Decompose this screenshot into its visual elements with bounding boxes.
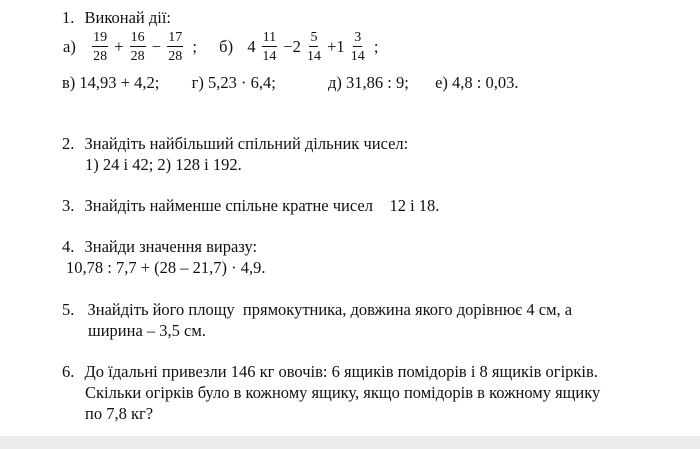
operator: + bbox=[114, 37, 124, 56]
task-1-text: Виконай дії: bbox=[84, 8, 172, 27]
fraction-5-14 bbox=[307, 30, 321, 64]
task-2-line-2: 1) 24 і 42; 2) 128 і 192. bbox=[85, 155, 242, 174]
task-2-number: 2. bbox=[62, 134, 75, 153]
fraction-denominator: 14 bbox=[306, 49, 321, 64]
operator: −2 bbox=[283, 37, 301, 56]
fraction-numerator: 3 bbox=[354, 30, 362, 45]
task-5-heading bbox=[62, 300, 572, 320]
operator: +1 bbox=[327, 37, 345, 56]
fraction-numerator: 16 bbox=[130, 30, 145, 45]
task-2-heading bbox=[62, 134, 408, 154]
task-1-fraction-row bbox=[62, 30, 380, 70]
fraction-3-14 bbox=[351, 30, 365, 64]
task-6-line-3: по 7,8 кг? bbox=[85, 404, 154, 423]
task-1-number: 1. bbox=[62, 8, 75, 27]
task-1v: в) 14,93 + 4,2; bbox=[62, 73, 160, 92]
task-3-number: 3. bbox=[62, 196, 75, 215]
task-5-line-2: ширина – 3,5 см. bbox=[88, 321, 206, 340]
fraction-19-28 bbox=[92, 30, 108, 64]
task-3-heading bbox=[62, 196, 439, 216]
fraction-denominator: 28 bbox=[130, 49, 145, 64]
task-1d: д) 31,86 : 9; bbox=[328, 73, 409, 92]
fraction-numerator: 17 bbox=[168, 30, 183, 45]
operator: − bbox=[151, 37, 162, 56]
task-4-number: 4. bbox=[62, 237, 75, 256]
task-6-heading bbox=[62, 362, 598, 382]
task-4-expression: 10,78 : 7,7 + (28 – 21,7) · 4,9. bbox=[66, 258, 266, 277]
fraction-17-28 bbox=[167, 30, 183, 64]
separator: ; bbox=[192, 37, 197, 56]
fraction-denominator: 14 bbox=[350, 49, 365, 64]
fraction-numerator: 11 bbox=[262, 30, 277, 45]
task-1e: е) 4,8 : 0,03. bbox=[435, 73, 519, 92]
task-1g: г) 5,23 · 6,4; bbox=[191, 73, 276, 92]
bottom-edge-strip bbox=[0, 436, 700, 449]
task-2-text: Знайдіть найбільший спільний дільник чисел: bbox=[84, 134, 409, 153]
task-3-text: Знайдіть найменше спільне кратне чисел 12 і 18. bbox=[84, 196, 440, 215]
task-6-number: 6. bbox=[62, 362, 75, 381]
fraction-16-28 bbox=[130, 30, 146, 64]
task-5-text: Знайдіть його площу прямокутника, довжина якого дорівнює 4 см, а bbox=[87, 300, 573, 319]
task-4-heading bbox=[62, 237, 257, 257]
whole-part: 4 bbox=[247, 37, 256, 56]
task-5-number: 5. bbox=[62, 300, 75, 319]
task-1b-label: б) bbox=[219, 37, 234, 56]
fraction-numerator: 19 bbox=[93, 30, 108, 45]
task-1-row-2 bbox=[62, 73, 519, 93]
fraction-11-14 bbox=[262, 30, 277, 64]
fraction-denominator: 28 bbox=[93, 49, 108, 64]
task-6-text: До їдальні привезли 146 кг овочів: 6 ящиків помідорів і 8 ящиків огірків. bbox=[84, 362, 598, 381]
separator: ; bbox=[373, 37, 379, 56]
task-1-heading bbox=[62, 8, 171, 28]
task-1a-label: а) bbox=[63, 37, 76, 56]
task-4-text: Знайди значення виразу: bbox=[84, 237, 258, 256]
task-6-line-2: Скільки огірків було в кожному ящику, якщо помідорів в кожному ящику bbox=[85, 383, 601, 402]
fraction-denominator: 14 bbox=[262, 49, 277, 64]
fraction-numerator: 5 bbox=[310, 30, 318, 45]
fraction-denominator: 28 bbox=[168, 49, 183, 64]
